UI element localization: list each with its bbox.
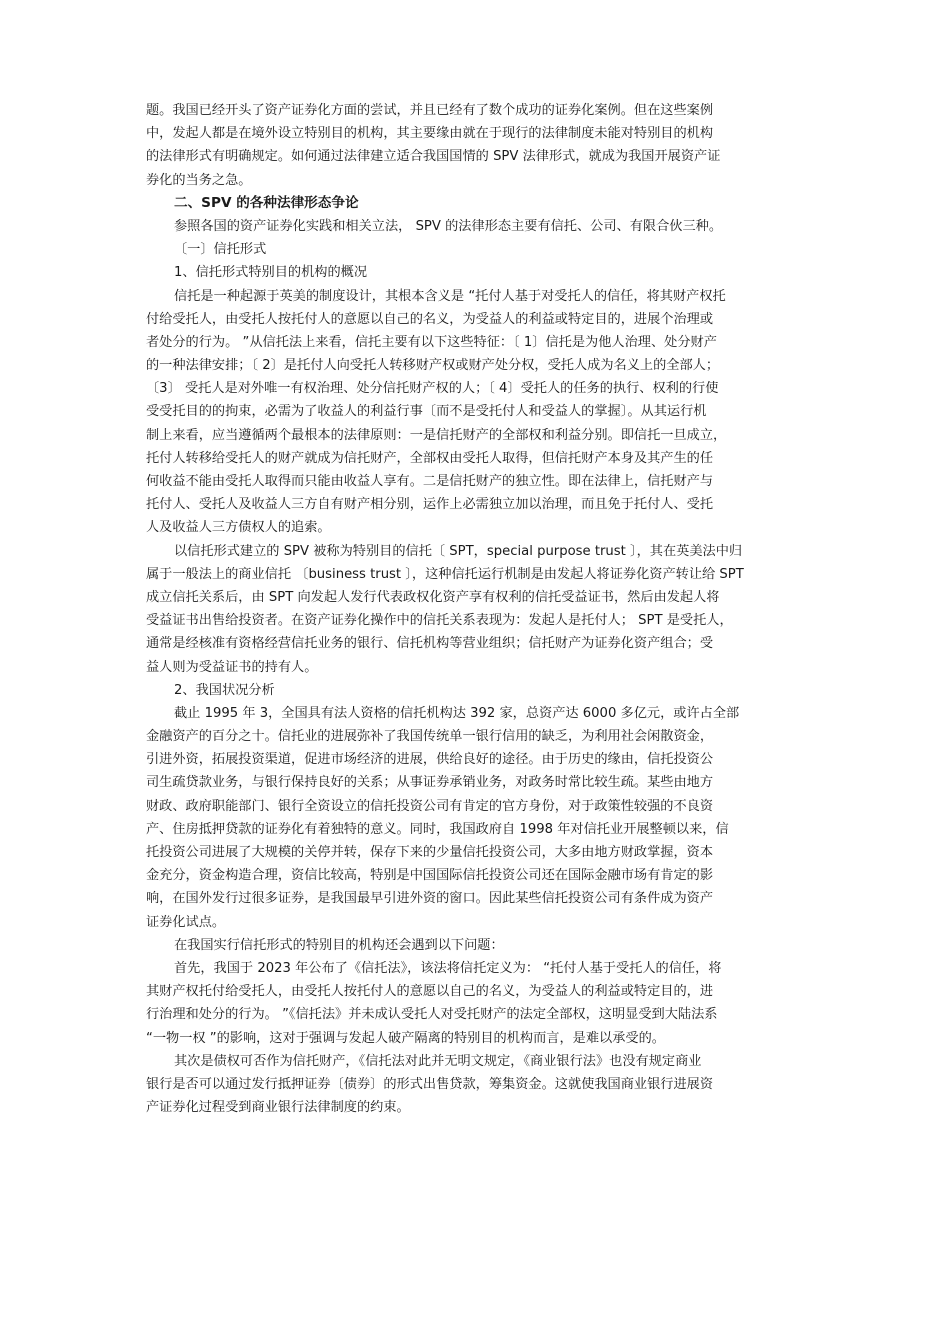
- text-line: 券化的当务之急。: [146, 172, 252, 188]
- text-line: 行治理和处分的行为。 ”《信托法》并未成认受托人对受托财产的法定全部权，这明显受到大陆法系: [146, 1007, 718, 1023]
- text-line: “一物一权 ”的影响，这对于强调与发起人破产隔离的特别目的机构而言，是难以承受的。: [146, 1030, 665, 1046]
- text-line: 信托是一种起源于英美的制度设计，其根本含义是 “托付人基于对受托人的信任，将其财产权托: [174, 288, 726, 304]
- text-line: 其财产权托付给受托人，由受托人按托付人的意愿以自己的名义，为受益人的利益或特定目的，进: [146, 984, 714, 1000]
- text-line: 中，发起人都是在境外设立特别目的机构，其主要缘由就在于现行的法律制度未能对特别目的机构: [146, 126, 714, 142]
- text-line: 银行是否可以通过发行抵押证券〔债券〕的形式出售贷款，筹集资金。这就使我国商业银行进展资: [146, 1076, 714, 1092]
- subsection-heading: 〔一〕信托形式: [174, 242, 267, 258]
- text-line: 的一种法律安排；〔 2〕是托付人向受托人转移财产权或财产处分权，受托人成为名义上的全部人；: [146, 358, 720, 374]
- text-line: 付给受托人，由受托人按托付人的意愿以自己的名义，为受益人的利益或特定目的，进展个治理或: [146, 311, 714, 327]
- text-line: 在我国实行信托形式的特别目的机构还会遇到以下问题：: [174, 937, 504, 953]
- text-line: 益人则为受益证书的持有人。: [146, 659, 318, 675]
- text-line: 托付人转移给受托人的财产就成为信托财产，全部权由受托人取得，但信托财产本身及其产生的任: [146, 450, 714, 466]
- text-line: 产证券化过程受到商业银行法律制度的约束。: [146, 1100, 410, 1116]
- text-line: 参照各国的资产证券化实践和相关立法， SPV 的法律形态主要有信托、公司、有限合伙三种。: [174, 218, 723, 234]
- text-line: 通常是经核准有资格经营信托业务的银行、信托机构等营业组织；信托财产为证券化资产组合；受: [146, 636, 714, 652]
- text-line: 属于一般法上的商业信托 〔business trust 〕，这种信托运行机制是由发起人将证券化资产转让给 SPT: [146, 566, 744, 582]
- text-line: 金融资产的百分之十。信托业的进展弥补了我国传统单一银行信用的缺乏，为利用社会闲散资金，: [146, 729, 714, 745]
- text-line: 受受托目的的拘束，必需为了收益人的利益行事〔而不是受托付人和受益人的掌握〕。从其运行机: [146, 404, 707, 420]
- subsection-heading: 1、信托形式特别目的机构的概况: [174, 265, 368, 281]
- text-line: 以信托形式建立的 SPV 被称为特别目的信托〔 SPT，special purpose trust 〕，其在英美法中归: [174, 543, 743, 559]
- text-line: 受益证书出售给投资者。在资产证券化操作中的信托关系表现为：发起人是托付人； SPT 是受托人，: [146, 613, 733, 629]
- document-body: [146, 99, 806, 1119]
- text-line: 者处分的行为。 ”从信托法上来看，信托主要有以下这些特征：〔 1〕信托是为他人治理、处分财产: [146, 334, 717, 350]
- text-line: 人及收益人三方债权人的追索。: [146, 520, 331, 536]
- text-line: 财政、政府职能部门、银行全资设立的信托投资公司有肯定的官方身份，对于政策性较强的不良资: [146, 798, 714, 814]
- text-line: 制上来看，应当遵循两个最根本的法律原则：一是信托财产的全部权和利益分别。即信托一旦成立，: [146, 427, 727, 443]
- text-line: 首先，我国于 2023 年公布了《信托法》，该法将信托定义为： “托付人基于受托人的信任，将: [174, 960, 722, 976]
- text-line: 托付人、受托人及收益人三方自有财产相分别，运作上必需独立加以治理，而且免于托付人、受托: [146, 497, 714, 513]
- text-line: 何收益不能由受托人取得而只能由收益人享有。二是信托财产的独立性。即在法律上，信托财产与: [146, 474, 714, 489]
- text-line: 截止 1995 年 3，全国具有法人资格的信托机构达 392 家，总资产达 6000 多亿元，或许占全部: [174, 705, 740, 721]
- text-line: 证券化试点。: [146, 914, 226, 930]
- subsection-heading: 2、我国状况分析: [174, 682, 275, 698]
- text-line: 产、住房抵押贷款的证券化有着独特的意义。同时，我国政府自 1998 年对信托业开展整顿以来，信: [146, 821, 729, 837]
- section-heading: 二、SPV 的各种法律形态争论: [174, 194, 359, 211]
- text-line: 其次是债权可否作为信托财产，《信托法对此并无明文规定，《商业银行法》也没有规定商业: [174, 1053, 702, 1069]
- text-line: 响，在国外发行过很多证券，是我国最早引进外资的窗口。因此某些信托投资公司有条件成为资产: [146, 891, 714, 907]
- text-line: 托投资公司进展了大规模的关停并转，保存下来的少量信托投资公司，大多由地方财政掌握，资本: [146, 845, 714, 860]
- text-line: 金充分，资金构造合理，资信比较高，特别是中国国际信托投资公司还在国际金融市场有肯定的影: [146, 868, 714, 884]
- text-line: 的法律形式有明确规定。如何通过法律建立适合我国国情的 SPV 法律形式，就成为我国开展资产证: [146, 149, 721, 165]
- text-line: 题。我国已经开头了资产证券化方面的尝试，并且已经有了数个成功的证券化案例。但在这些案例: [146, 103, 714, 118]
- text-line: 〔3〕 受托人是对外唯一有权治理、处分信托财产权的人；〔 4〕受托人的任务的执行、权利的行使: [146, 381, 719, 397]
- text-line: 司生疏贷款业务，与银行保持良好的关系；从事证券承销业务，对政务时常比较生疏。某些由地方: [146, 775, 714, 791]
- text-line: 引进外资，拓展投资渠道，促进市场经济的进展，供给良好的途径。由于历史的缘由，信托投资公: [146, 752, 714, 768]
- text-line: 成立信托关系后，由 SPT 向发起人发行代表政权化资产享有权利的信托受益证书，然后由发起人将: [146, 589, 720, 605]
